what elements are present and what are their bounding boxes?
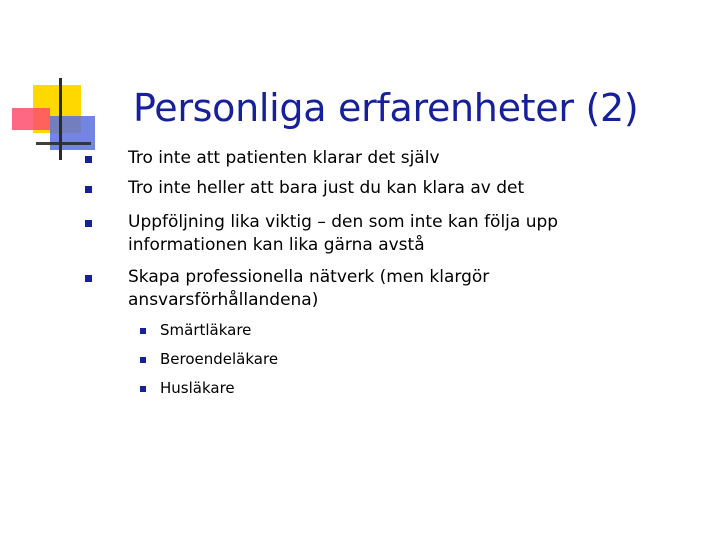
sub-bullet-text: Beroendeläkare bbox=[160, 350, 279, 368]
bullet-text: Tro inte att patienten klarar det själv bbox=[128, 148, 440, 168]
decor-red-rectangle bbox=[12, 108, 50, 130]
bullet-square-icon bbox=[85, 186, 92, 193]
sub-bullet-text: Husläkare bbox=[160, 379, 235, 397]
bullet-text: Uppföljning lika viktig – den som inte kan följa upp informationen kan lika gärna avstå bbox=[128, 212, 559, 255]
bullet-square-icon bbox=[85, 156, 92, 163]
decor-horizontal-line bbox=[36, 142, 91, 145]
bullet-square-icon bbox=[140, 386, 146, 392]
slide-title: Personliga erfarenheter (2) bbox=[133, 86, 639, 130]
sub-bullet-text: Smärtläkare bbox=[160, 321, 252, 339]
bullet-square-icon bbox=[140, 357, 146, 363]
bullet-square-icon bbox=[85, 220, 92, 227]
bullet-square-icon bbox=[85, 275, 92, 282]
bullet-text: Skapa professionella nätverk (men klargör ansvarsförhållandena) bbox=[128, 267, 490, 310]
bullet-text: Tro inte heller att bara just du kan klara av det bbox=[128, 178, 525, 198]
decor-vertical-line bbox=[59, 78, 62, 160]
bullet-square-icon bbox=[140, 328, 146, 334]
